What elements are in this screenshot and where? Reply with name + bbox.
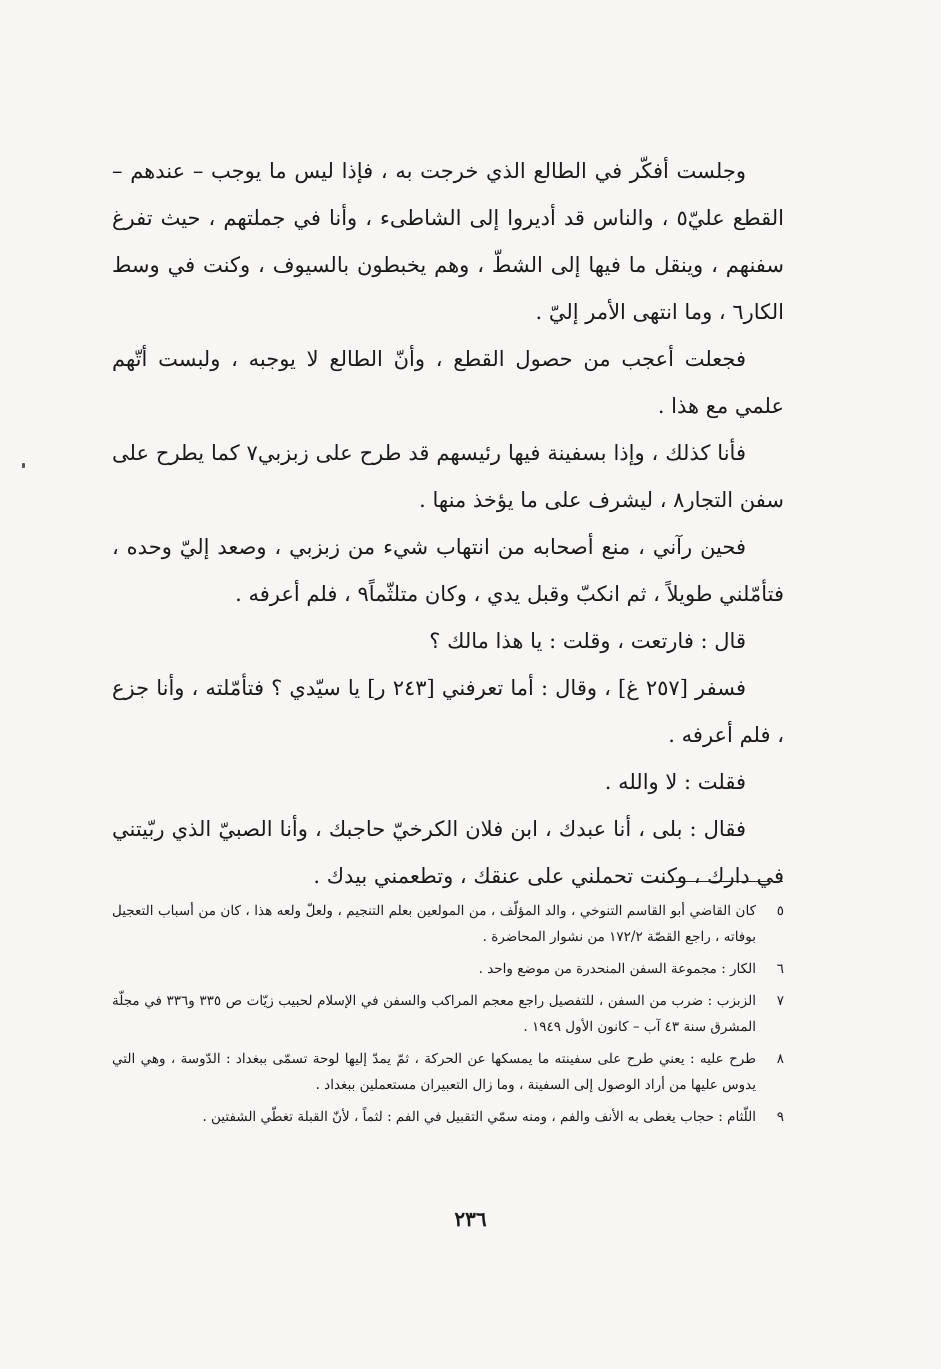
footnote-number: ٧ [776,993,784,1009]
paragraph: وجلست أفكّر في الطالع الذي خرجت به ، فإذا ليس ما يوجب – عندهم – القطع عليّ٥ ، والناس قد أديروا إلى الشاطىء ، وأنا في جملتهم ، حيث تفرغ سفنهم ، وينقل ما فيها إلى الشطّ ، وهم يخبطون بالسيوف ، وكنت في وسط الكار٦ ، وما انتهى الأمر إليّ . [112,159,784,324]
footnote [112,1046,784,1098]
footnote [112,956,784,982]
paragraph: فقال : بلى ، أنا عبدك ، ابن فلان الكرخيّ حاجبك ، وأنا الصبيّ الذي ربّيتني في دارك ، وكنت تحملني على عنقك ، وتطعمني بيدك . [112,817,784,888]
footnote-text: طرح عليه : يعني طرح على سفينته ما يمسكها عن الحركة ، ثمّ يمدّ إليها لوحة تسمّى ببغداد : الدّوسة ، وهي التي يدوس عليها من أراد الوصول إلى السفينة ، وما زال التعبيران مستعملين ببغداد . [112,1051,756,1093]
footnote-divider [643,881,783,882]
footnote-text: الكار : مجموعة السفن المنحدرة من موضع واحد . [478,961,756,977]
footnote-text: كان القاضي أبو القاسم التنوخي ، والد المؤلّف ، من المولعين بعلم التنجيم ، ولعلّ ولعه هذا ، كان من أسباب التعجيل بوفاته ، راجع القصّة ١٧٢/٢ من نشوار المحاضرة . [112,903,756,945]
paragraph: فجعلت أعجب من حصول القطع ، وأنّ الطالع لا يوجبه ، ولبست أتّهم علمي مع هذا . [112,347,784,418]
scan-speck [22,463,25,468]
paragraph: فأنا كذلك ، وإذا بسفينة فيها رئيسهم قد طرح على زبزبي٧ كما يطرح على سفن التجار٨ ، ليشرف على ما يؤخذ منها . [112,441,784,512]
footnote-text: اللّثام : حجاب يغطى به الأنف والفم ، ومنه سمّي التقبيل في الفم : لثماً ، لأنّ القبلة تغطّي الشفتين . [202,1109,756,1125]
paragraph: فحين رآني ، منع أصحابه من انتهاب شيء من زبزبي ، وصعد إليّ وحده ، فتأمّلني طويلاً ، ثم انكبّ وقبل يدي ، وكان متلثّماً٩ ، فلم أعرفه . [112,535,784,606]
footnotes [112,898,784,1136]
paragraph: قال : فارتعت ، وقلت : يا هذا مالك ؟ [429,629,746,653]
footnote [112,1104,784,1130]
footnote-number: ٥ [776,903,784,919]
footnote [112,988,784,1040]
page-number: ٢٣٦ [454,1207,487,1231]
paragraph: فسفر [٢٥٧ غ] ، وقال : أما تعرفني [٢٤٣ ر] يا سيّدي ؟ فتأمّلته ، وأنا جزع ، فلم أعرفه . [112,676,784,747]
footnote-number: ٨ [776,1051,784,1067]
paragraph: فقلت : لا والله . [604,770,746,794]
footnote-text: الزبزب : ضرب من السفن ، للتفصيل راجع معجم المراكب والسفن في الإسلام لحبيب زيّات ص ٣٣٥ و٣٣٦ في مجلّة المشرق سنة ٤٣ آب – كانون الأول ١٩٤٩ . [112,993,756,1035]
footnote [112,898,784,950]
footnote-number: ٦ [776,961,784,977]
footnote-number: ٩ [776,1109,784,1125]
main-text [112,148,784,900]
